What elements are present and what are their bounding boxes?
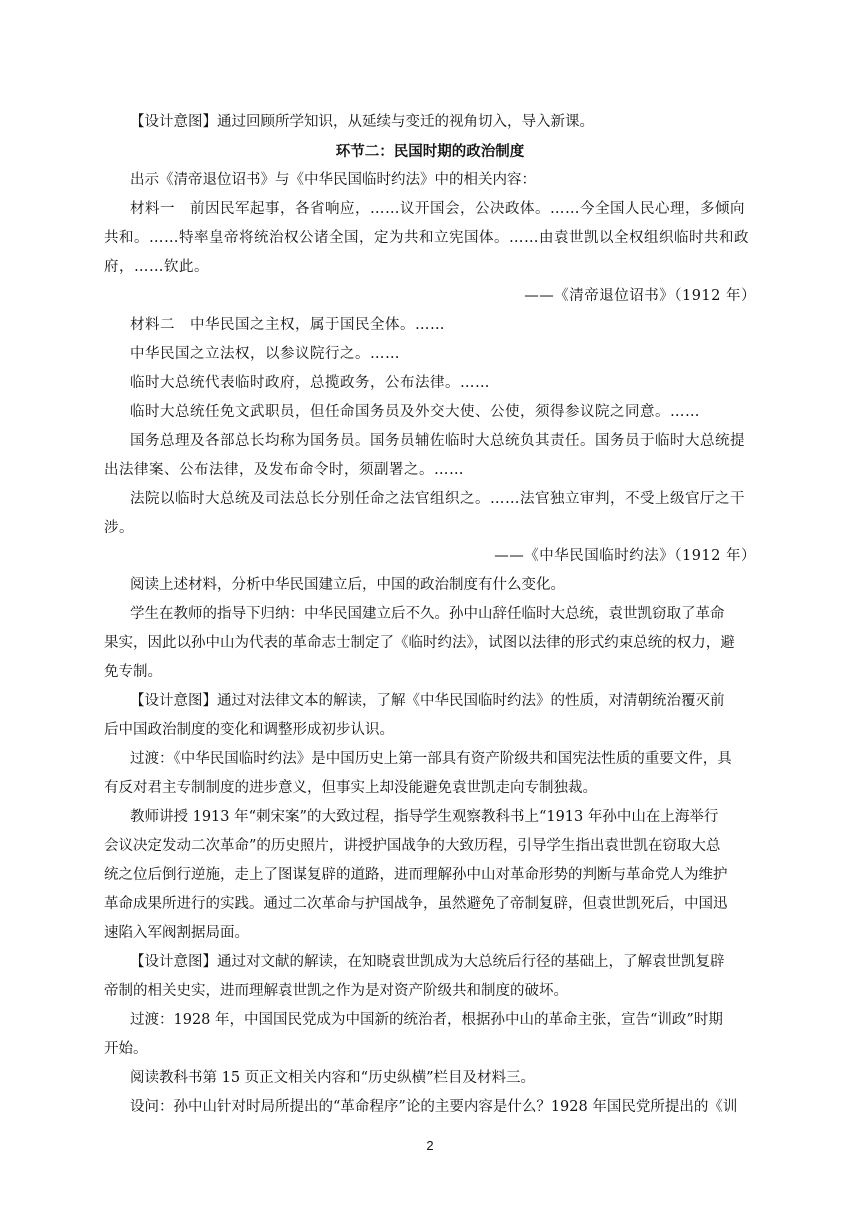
quote-source: ——《清帝退位诏书》（1912 年） [524,288,756,304]
quote-line: 国务总理及各部总长均称为国务员。国务员辅佐临时大总统负其责任。国务员于临时大总统提 [130,433,745,449]
quote-line: 材料二 中华民国之主权，属于国民全体。…… [130,317,445,333]
section-heading: 环节二：民国时期的政治制度 [335,143,525,160]
page-number: 2 [426,1138,434,1153]
quote-line: 出法律案、公布法律，及发布命令时，须副署之。…… [104,462,464,478]
paragraph-line: 会议决定发动二次革命”的历史照片，讲授护国战争的大致历程，引导学生指出袁世凯在窃取大总 [104,838,721,854]
paragraph-line: 后中国政治制度的变化和调整形成初步认识。 [104,722,394,738]
paragraph-line: 【设计意图】通过对文献的解读，在知晓袁世凯成为大总统后行径的基础上，了解袁世凯复辟 [130,954,725,970]
paragraph-line: 阅读上述材料，分析中华民国建立后，中国的政治制度有什么变化。 [130,577,565,593]
paragraph-line: 【设计意图】通过回顾所学知识，从延续与变迁的视角切入，导入新课。 [130,114,594,130]
paragraph-line: 果实，因此以孙中山为代表的革命志士制定了《临时约法》，试图以法律的形式约束总统的权力，避 [104,635,735,651]
paragraph-line: 免专制。 [104,664,162,680]
quote-line: 府，……钦此。 [104,259,209,275]
quote-source: ——《中华民国临时约法》（1912 年） [494,548,756,564]
paragraph-line: 有反对君主专制制度的进步意义，但事实上却没能避免袁世凯走向专制独裁。 [104,780,597,796]
paragraph-line: 【设计意图】通过对法律文本的解读，了解《中华民国临时约法》的性质，对清朝统治覆灭前 [130,693,725,709]
paragraph-line: 革命成果所进行的实践。通过二次革命与护国战争，虽然避免了帝制复辟，但袁世凯死后，中国迅 [104,896,728,912]
paragraph-line: 过渡：1928 年，中国国民党成为中国新的统治者，根据孙中山的革命主张，宣告“训政”时期 [130,1012,723,1028]
quote-line: 涉。 [104,520,134,536]
paragraph-line: 出示《清帝退位诏书》与《中华民国临时约法》中的相关内容： [130,172,536,188]
quote-line: 法院以临时大总统及司法总长分别任命之法官组织之。……法官独立审判，不受上级官厅之干 [130,491,745,507]
paragraph-line: 设问：孙中山针对时局所提出的“革命程序”论的主要内容是什么？1928 年国民党所提出的《训 [130,1099,738,1115]
paragraph-line: 学生在教师的指导下归纳：中华民国建立后不久。孙中山辞任临时大总统，袁世凯窃取了革命 [130,606,725,622]
quote-line: 中华民国之立法权，以参议院行之。…… [130,346,400,362]
paragraph-line: 开始。 [104,1041,148,1057]
paragraph-line: 帝制的相关史实，进而理解袁世凯之作为是对资产阶级共和制度的破坏。 [104,983,568,999]
paragraph-line: 统之位后倒行逆施，走上了图谋复辟的道路，进而理解孙中山对革命形势的判断与革命党人为维护 [104,867,728,883]
paragraph-line: 教师讲授 1913 年“刺宋案”的大致过程，指导学生观察教科书上“1913 年孙中山在上海举行 [130,809,719,825]
paragraph-line: 过渡：《中华民国临时约法》是中国历史上第一部具有资产阶级共和国宪法性质的重要文件，具 [130,751,732,767]
quote-line: 材料一 前因民军起事，各省响应，……议开国会，公决政体。……今全国人民心理，多倾向 [130,201,745,217]
quote-line: 共和。……特率皇帝将统治权公诸全国，定为共和立宪国体。……由袁世凯以全权组织临时共和政 [104,230,749,246]
paragraph-line: 阅读教科书第 15 页正文相关内容和“历史纵横”栏目及材料三。 [130,1070,535,1086]
paragraph-line: 速陷入军阀割据局面。 [104,925,249,941]
quote-line: 临时大总统代表临时政府，总揽政务，公布法律。…… [130,375,490,391]
quote-line: 临时大总统任免文武职员，但任命国务员及外交大使、公使，须得参议院之同意。…… [130,404,700,420]
